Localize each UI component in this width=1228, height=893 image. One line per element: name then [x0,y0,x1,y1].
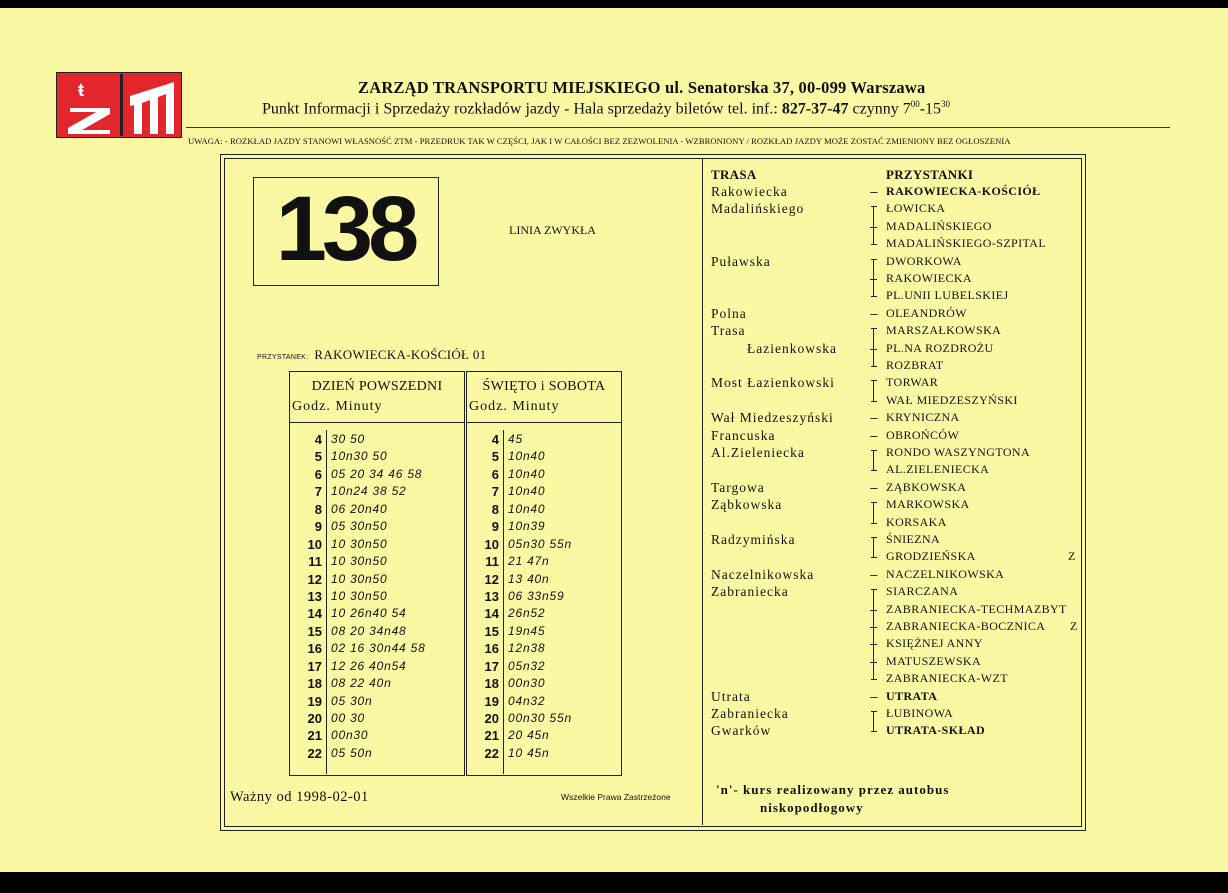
weekday-title: DZIEŃ POWSZEDNI [311,379,443,394]
route-street: Zabraniecka [711,584,789,600]
hour: 21 [307,728,322,744]
header-phone: 827-37-47 [781,100,849,118]
minutes: 05 30n50 [331,519,388,534]
timetable-row [467,675,621,692]
hour: 14 [307,606,322,622]
hour: 16 [307,641,322,657]
route-street: Al.Zieleniecka [711,445,805,460]
route-bracket [873,502,874,523]
timetable-row [290,466,464,483]
timetable-row [467,623,621,640]
route-bracket [873,589,874,680]
hour: 7 [314,484,322,500]
hour: 4 [314,432,322,447]
route-stop: MARSZAŁKOWSKA [886,323,1002,338]
stop-label: PRZYSTANEK: [257,354,309,361]
route-stop: NACZELNIKOWSKA [886,566,1005,581]
timetable-row [290,640,464,657]
hours-dash: -15 [919,100,942,118]
rights-reserved: Wszelkie Prawa Zastrzeżone [561,792,671,802]
timetable-row [290,501,464,518]
route-stop: MADALIŃSKIEGO-SZPITAL [886,236,1047,251]
minutes: 10n40 [508,449,546,464]
hour: 5 [314,449,322,465]
hour: 16 [484,641,499,657]
minutes: 10n24 38 52 [331,484,407,499]
timetable-row [290,675,464,692]
route-stop: OBROŃCÓW [886,427,960,442]
route-dash: – [870,688,878,704]
minutes: 06 20n40 [331,501,388,516]
route-street: Zabraniecka [711,706,789,721]
holiday-subtitle: Godz. Minuty [469,399,560,414]
hours-close-sup: 30 [941,99,951,109]
frame-divider [702,158,703,825]
minutes: 10n30 50 [331,449,388,464]
timetable-row [467,640,621,657]
timetable-row [290,727,464,744]
minutes: 08 20 34n48 [331,623,407,638]
route-bracket [873,380,874,401]
hour: 22 [484,745,499,761]
route-stop: KRYNICZNA [886,410,960,425]
timetable-row [290,571,464,588]
timetable-row [467,588,621,605]
route-bracket [873,206,874,245]
header-address: ul. Senatorska 37, 00-099 Warszawa [660,78,926,97]
minutes: 10n40 [508,484,546,499]
route-stop: GRODZIEŃSKA [886,549,976,564]
route-tick [870,662,877,663]
route-dash: – [870,410,878,426]
minutes: 10 30n50 [331,571,388,586]
hour: 8 [491,501,499,517]
route-stop: ŚNIEZNA [886,532,941,546]
timetable-row [290,483,464,500]
timetable-row [467,693,621,710]
route-stop: PL.NA ROZDROŻU [886,340,994,355]
hour: 14 [484,606,499,622]
route-dash: – [870,427,878,443]
header-info-line [262,99,950,118]
minutes: 10 30n50 [331,588,388,603]
header-hours: czynny 7 [848,100,911,118]
timetable-row [467,571,621,588]
valid-from: Ważny od 1998-02-01 [230,789,369,805]
minutes: 26n52 [508,606,546,621]
timetable-row [290,536,464,553]
timetable-row [467,536,621,553]
route-bracket [873,259,874,298]
route-stop: KORSAKA [886,514,947,529]
minutes: 05 30n [331,693,373,708]
route-tick [870,227,877,228]
hour: 6 [314,466,322,482]
route-tick [870,627,877,628]
timetable-row [467,448,621,465]
route-street: Targowa [711,479,765,495]
minutes: 10n40 [508,466,546,481]
route-stop: TORWAR [886,375,939,390]
minutes: 10 30n50 [331,554,388,569]
route-street: Ząbkowska [711,497,783,513]
minutes: 12 26 40n54 [331,658,407,673]
minutes: 21 47n [508,554,550,569]
hour: 17 [484,658,499,674]
hour: 17 [307,658,322,674]
timetable-row [467,605,621,622]
minutes: 00n30 [508,676,546,691]
timetable-row [290,623,464,640]
timetable-row [290,588,464,605]
route-street: Łazienkowska [747,340,837,356]
hour: 18 [484,676,499,692]
route-street: Puławska [711,253,771,269]
minutes: 08 22 40n [331,676,392,691]
hour: 12 [307,571,322,587]
timetable-row [290,745,464,762]
route-stop: SIARCZANA [886,584,959,599]
minutes: 05 20 34 46 58 [331,466,423,481]
note-line-1: 'n'- kurs realizowany przez autobus [716,782,950,797]
timetable-row [290,658,464,675]
route-stop: DWORKOWA [886,253,962,268]
hour: 4 [491,432,499,447]
route-stop: ŁOWICKA [886,201,946,216]
route-stop: RONDO WASZYNGTONA [886,445,1031,459]
timetable-row [467,658,621,675]
route-dash: – [870,305,878,321]
route-stop: MARKOWSKA [886,497,970,512]
hour: 11 [485,554,499,570]
route-stop: ROZBRAT [886,358,944,372]
minutes: 05n30 55n [508,536,572,551]
header-org-line [358,78,925,98]
hour: 6 [491,466,499,482]
timetable-row [467,727,621,744]
route-stop: RAKOWIECKA [886,271,972,285]
hour: 7 [491,484,499,500]
route-stop: MATUSZEWSKA [886,653,982,668]
timetable-row [467,466,621,483]
minutes: 10 26n40 54 [331,606,407,621]
route-stop: ŁUBINOWA [886,706,954,720]
hour: 18 [307,676,322,692]
route-stop: ZABRANIECKA-TECHMAZBYT [886,601,1067,616]
minutes: 06 33n59 [508,588,565,603]
minutes: 13 40n [508,571,550,586]
minutes: 10n40 [508,501,546,516]
route-bracket [873,450,874,471]
hour: 19 [484,693,499,709]
hour: 22 [307,745,322,761]
minutes: 05n32 [508,658,546,673]
route-street: Utrata [711,688,751,704]
hour: 20 [307,711,322,726]
header-org: ZARZĄD TRANSPORTU MIEJSKIEGO [358,78,661,97]
hour: 13 [307,588,322,604]
ztm-logo [56,72,182,138]
weekday-subtitle: Godz. Minuty [292,399,383,414]
timetable-row [290,431,464,448]
route-stop: MADALIŃSKIEGO [886,218,992,233]
route-street: Most Łazienkowski [711,375,835,391]
hour: 20 [484,711,499,726]
route-stop: ZABRANIECKA-BOCZNICA [886,619,1046,633]
route-bracket [873,711,874,732]
hour: 9 [314,519,322,535]
route-tick [870,349,877,350]
route-stop: AL.ZIELENIECKA [886,462,990,477]
timetable-row [290,605,464,622]
minutes: 10n39 [508,519,546,534]
minutes: 05 50n [331,745,373,760]
svg-text:ŧ: ŧ [78,80,84,100]
timetable-row [467,518,621,535]
route-stop: OLEANDRÓW [886,305,967,320]
holiday-rows [467,431,621,762]
holiday-table [466,371,622,776]
route-bracket [873,537,874,558]
route-tick [870,644,877,645]
hour: 15 [484,623,499,639]
hours-open-sup: 00 [910,99,920,109]
route-street: Wał Miedzeszyński [711,410,834,426]
lowfloor-note [716,781,1066,817]
request-stop-mark: Z [1068,549,1076,564]
route-tick [870,279,877,280]
route-stop: WAŁ MIEDZESZYŃSKI [886,392,1018,407]
minutes: 19n45 [508,623,546,638]
minutes: 00n30 [331,728,369,743]
holiday-title: ŚWIĘTO i SOBOTA [482,379,606,394]
minutes: 12n38 [508,641,546,656]
note-line-2: niskopodłogowy [760,800,864,815]
hour: 12 [484,571,499,587]
request-stop-mark: Z [1070,619,1078,633]
hour: 10 [307,536,322,552]
stop-name: RAKOWIECKA-KOŚCIÓŁ 01 [314,347,487,362]
stop-line [257,346,486,364]
minutes: 45 [508,432,523,446]
route-stop: PL.UNII LUBELSKIEJ [886,288,1009,303]
warning-text: UWAGA: - ROZKŁAD JAZDY STANOWI WŁASNOŚĆ ZTM - PRZEDRUK TAK W CZĘŚCI, JAK I W CAŁOŚCI BEZ ZEZWOLENIA - WZBRONIONY / ROZKŁAD JAZDY MOŻE ZOSTAĆ ZMIENIONY BEZ OGŁOSZENIA [188,136,1011,146]
route-street: Madalińskiego [711,201,805,217]
weekday-sep [290,422,464,423]
trasa-header: TRASA [711,167,757,182]
minutes: 20 45n [508,728,550,743]
holiday-sep [467,422,621,423]
hour: 19 [307,693,322,709]
weekday-table [289,371,465,776]
route-dash: – [870,566,878,582]
minutes: 30 50 [331,432,366,446]
route-street: Rakowiecka [711,184,788,199]
route-stop: KSIĘŻNEJ ANNY [886,636,983,651]
minutes: 02 16 30n44 58 [331,641,426,656]
route-street: Polna [711,305,747,321]
route-bracket [873,328,874,367]
minutes: 10 30n50 [331,536,388,551]
hour: 9 [491,519,499,535]
hour: 10 [484,536,499,552]
timetable-row [467,553,621,570]
timetable-row [467,710,621,727]
route-stop: ZABRANIECKA-WZT [886,671,1008,686]
timetable-row [290,693,464,710]
route-tick [870,610,877,611]
timetable-row [467,501,621,518]
timetable-row [290,553,464,570]
route-stop: ZĄBKOWSKA [886,479,967,494]
timetable-row [467,745,621,762]
route-stop: UTRATA [886,688,938,703]
line-type: LINIA ZWYKŁA [509,223,596,237]
route-street: Trasa [711,323,746,339]
route-street: Gwarków [711,723,772,739]
hour: 21 [484,728,499,744]
hour: 5 [491,449,499,465]
hour: 11 [308,554,322,570]
timetable-row [467,483,621,500]
timetable-row [467,431,621,448]
route-street: Naczelnikowska [711,566,815,582]
header-divider [186,127,1170,128]
stops-header: PRZYSTANKI [886,167,974,182]
weekday-rows [290,431,464,762]
minutes: 10 45n [508,745,550,760]
minutes: 00 30 [331,711,366,725]
route-stop: RAKOWIECKA-KOŚCIÓŁ [886,184,1041,198]
minutes: 00n30 55n [508,711,572,725]
minutes: 04n32 [508,693,546,708]
route-street: Francuska [711,427,776,443]
line-number: 138 [275,178,415,280]
timetable-row [290,710,464,727]
hour: 15 [307,623,322,639]
header-info: Punkt Informacji i Sprzedaży rozkładów jazdy - Hala sprzedaży biletów tel. inf.: [262,100,782,118]
route-stop: UTRATA-SKŁAD [886,723,986,738]
timetable-row [290,448,464,465]
route-dash: – [870,184,878,199]
route-dash: – [870,479,878,495]
route-street: Radzymińska [711,532,796,547]
hour: 8 [314,501,322,517]
timetable-row [290,518,464,535]
hour: 13 [484,588,499,604]
